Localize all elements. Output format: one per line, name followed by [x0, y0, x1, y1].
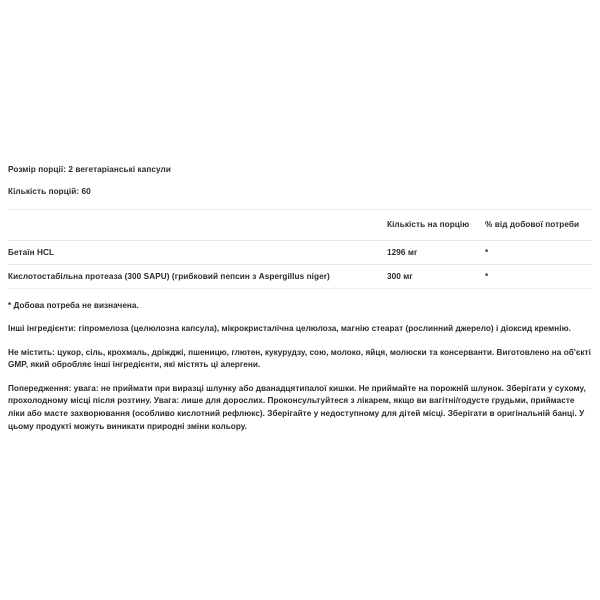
- supplement-facts-table: [8, 209, 592, 289]
- table-body: [8, 240, 592, 288]
- ingredient-daily-value: *: [485, 264, 592, 288]
- table-row: [8, 264, 592, 288]
- table-header: [8, 210, 592, 241]
- other-ingredients-paragraph: Інші інгредієнти: гіпромелоза (целюлозна капсула), мікрокристалічна целюлоза, магнію стеарат (рослинний джерело) і діоксид кремнію.: [8, 324, 571, 334]
- ingredient-amount: 300 мг: [387, 264, 485, 288]
- column-header-amount-per-serving: Кількість на порцію: [387, 210, 485, 241]
- servings-per-container-line: Кількість порцій: 60: [8, 187, 91, 196]
- free-from-allergens-paragraph: Не містить: цукор, сіль, крохмаль, дріжджі, пшеницю, глютен, кукурудзу, сою, молоко, яйця, молюски та консерванти. Виготовлено на об'єкті GMP, який обробляє інші інгредієнти, які містять ці алергени.: [8, 347, 591, 370]
- ingredient-name: Кислотостабільна протеаза (300 SAPU) (грибковий пепсин з Aspergillus niger): [8, 264, 387, 288]
- top-spacer: [0, 0, 600, 164]
- daily-value-footnote: * Добова потреба не визначена.: [8, 300, 139, 310]
- table-header-row: [8, 210, 592, 241]
- ingredient-daily-value: *: [485, 240, 592, 264]
- column-header-percent-daily-value: % від добової потреби: [485, 210, 592, 241]
- serving-size-line: Розмір порції: 2 вегетаріанські капсули: [8, 165, 171, 174]
- table-row: [8, 240, 592, 264]
- ingredient-amount: 1296 мг: [387, 240, 485, 264]
- ingredient-name: Бетаїн HCL: [8, 240, 387, 264]
- warning-paragraph: Попередження: увага: не приймати при виразці шлунку або дванадцятипалої кишки. Не приймайте на порожній шлунок. Зберігати у сухому, прохолодному місці після розтину. Увага: лише для дорослих. Проконсультуйтеся з лікарем, якщо ви вагітні/годусте грудьми, приймасте ліки або масте захворювання (особливо кислотний рефлюкс). Зберігайте у недоступному для дітей місці. Зберігати в оригінальній банці. У цьому продукті можуть виникати природні зміни кольору.: [8, 383, 586, 431]
- column-header-ingredient: [8, 210, 387, 241]
- content-area: [0, 164, 600, 433]
